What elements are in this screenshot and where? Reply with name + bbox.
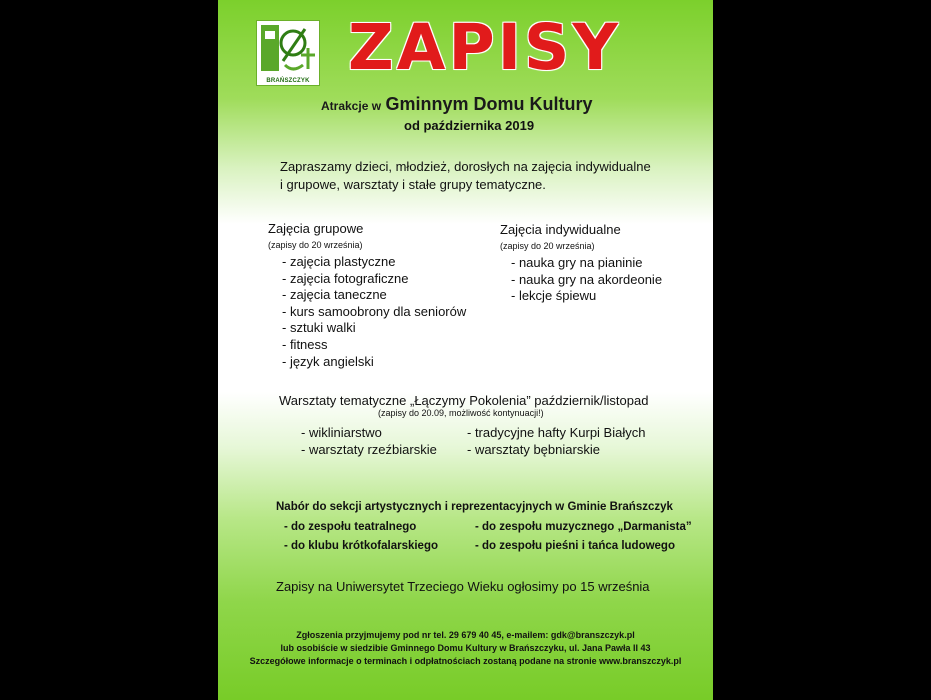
individual-classes-list	[511, 255, 662, 305]
individual-classes-title: Zajęcia indywidualne	[500, 222, 621, 237]
recruitment-left-list	[284, 518, 438, 556]
subtitle-prefix: Atrakcje w	[321, 99, 382, 113]
intro-line-1: Zapraszamy dzieci, młodzież, dorosłych na zajęcia indywidualne	[280, 159, 651, 174]
workshops-note: (zapisy do 20.09, możliwość kontynuacji!)	[378, 408, 544, 418]
list-item: - sztuki walki	[282, 320, 356, 336]
recruitment-right-list	[475, 518, 692, 556]
recruitment-title: Nabór do sekcji artystycznych i reprezentacyjnych w Gminie Brańszczyk	[276, 501, 673, 513]
page-title: ZAPISY	[348, 11, 622, 84]
list-item: - do zespołu teatralnego	[284, 521, 417, 533]
list-item: - zajęcia taneczne	[282, 287, 387, 303]
workshops-title: Warsztaty tematyczne „Łączymy Pokolenia” październik/listopad	[279, 393, 649, 408]
workshops-right-list	[467, 425, 645, 458]
list-item: - kurs samoobrony dla seniorów	[282, 303, 467, 319]
list-item: - nauka gry na akordeonie	[511, 271, 663, 287]
gdk-logo	[256, 20, 320, 86]
list-item: - fitness	[282, 336, 328, 352]
subtitle-main: Gminnym Domu Kultury	[385, 94, 593, 114]
list-item: - nauka gry na pianinie	[511, 255, 643, 270]
individual-classes-note: (zapisy do 20 września)	[500, 241, 595, 251]
utw-announcement: Zapisy na Uniwersytet Trzeciego Wieku ogłosimy po 15 września	[276, 579, 650, 594]
list-item: - warsztaty rzeźbiarskie	[301, 441, 437, 457]
list-item: - do zespołu muzycznego „Darmanista”	[475, 521, 692, 533]
list-item: - zajęcia plastyczne	[282, 254, 396, 269]
poster	[218, 0, 713, 700]
subtitle-date: od października 2019	[404, 118, 535, 133]
footer-line-3: Szczegółowe informacje o terminach i odpłatnościach zostaną podane na stronie www.branszczyk.pl	[249, 656, 682, 666]
subtitle	[321, 94, 593, 115]
list-item: - język angielski	[282, 353, 374, 369]
list-item: - warsztaty bębniarskie	[467, 441, 600, 457]
list-item: - wikliniarstwo	[301, 425, 382, 440]
list-item: - zajęcia fotograficzne	[282, 270, 409, 286]
list-item: - do zespołu pieśni i tańca ludowego	[475, 540, 675, 552]
footer-line-2: lub osobiście w siedzibie Gminnego Domu Kultury w Brańszczyku, ul. Jana Pawła II 43	[280, 643, 651, 653]
list-item: - do klubu krótkofalarskiego	[284, 540, 438, 552]
intro-line-2: i grupowe, warsztaty i stałe grupy tematyczne.	[280, 177, 546, 192]
group-classes-title: Zajęcia grupowe	[268, 221, 364, 236]
workshops-left-list	[301, 425, 437, 458]
list-item: - tradycyjne hafty Kurpi Białych	[467, 425, 646, 440]
gdk-logo-icon	[257, 21, 319, 77]
group-classes-note: (zapisy do 20 września)	[268, 240, 363, 250]
group-classes-list	[282, 254, 466, 370]
list-item: - lekcje śpiewu	[511, 288, 597, 304]
logo-caption: BRAŃSZCZYK	[266, 78, 310, 84]
intro-text	[280, 158, 651, 194]
footer-line-1: Zgłoszenia przyjmujemy pod nr tel. 29 679 40 45, e-mailem: gdk@branszczyk.pl	[296, 630, 635, 640]
